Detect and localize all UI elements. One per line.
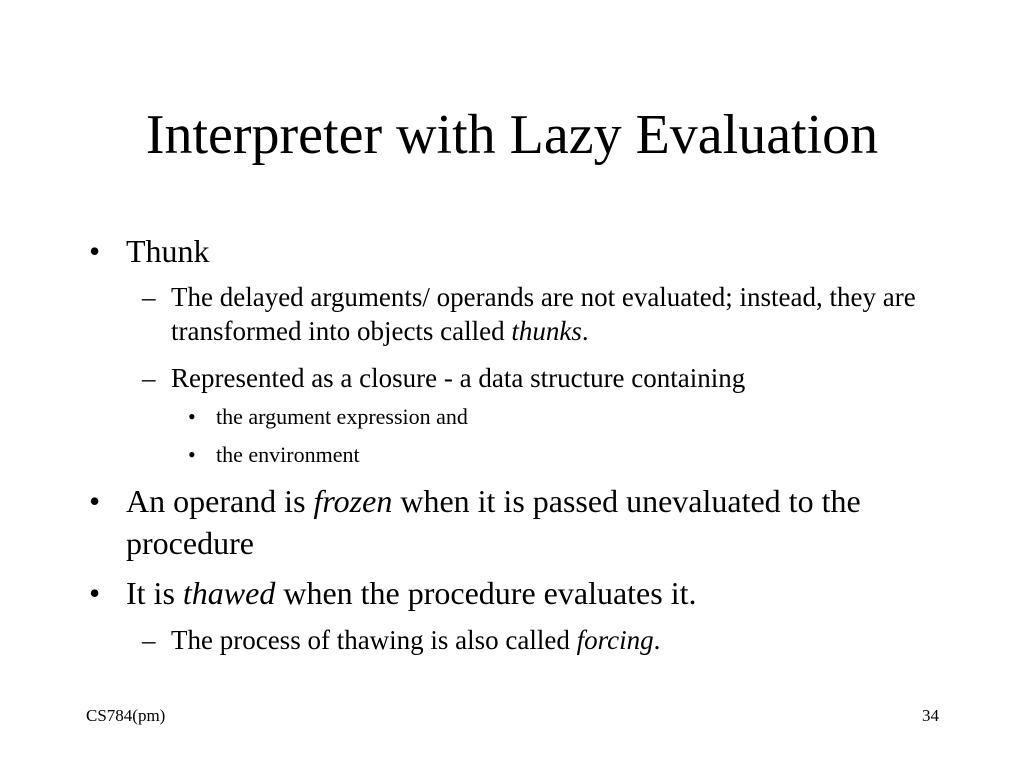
- bullet-text: the argument expression and: [216, 404, 468, 429]
- emphasis-thunks: thunks: [511, 316, 582, 346]
- text-run: when it is passed unevaluated to the procedure: [126, 483, 861, 561]
- bullet-text: [126, 572, 936, 614]
- text-run: when the procedure evaluates it.: [275, 575, 697, 611]
- footer-page-number: 34: [922, 706, 939, 725]
- emphasis-frozen: frozen: [313, 483, 393, 519]
- bullet-text: [126, 480, 936, 564]
- bullet-text: Thunk: [126, 233, 210, 269]
- emphasis-thawed: thawed: [182, 575, 276, 611]
- text-run: It is: [126, 575, 183, 611]
- bullet-marker: •: [89, 483, 101, 519]
- text-run: The delayed arguments/ operands are not evaluated; instead, they are transformed into objects called: [171, 282, 916, 346]
- sub-bullet-delayed-arguments: [142, 280, 931, 348]
- text-run: The process of thawing is also called: [171, 625, 577, 655]
- emphasis-forcing: forcing: [576, 625, 654, 655]
- bullet-thawed: [89, 572, 936, 614]
- bullet-text: [171, 623, 931, 657]
- bullet-marker: •: [89, 233, 101, 269]
- bullet-text: Represented as a closure - a data structure containing: [171, 363, 746, 393]
- sub-bullet-closure: [142, 361, 931, 395]
- text-run: .: [653, 625, 661, 655]
- text-run: .: [581, 316, 589, 346]
- text-run: An operand is: [126, 483, 314, 519]
- bullet-thunk: [89, 230, 946, 272]
- bullet-marker: •: [188, 442, 196, 467]
- sub-bullet-forcing: [142, 623, 931, 657]
- dash-marker: –: [142, 282, 156, 312]
- bullet-text: the environment: [216, 442, 360, 467]
- sub-sub-bullet-environment: [188, 441, 916, 469]
- sub-sub-bullet-argument-expression: [188, 403, 916, 431]
- slide-title: Interpreter with Lazy Evaluation: [145, 104, 879, 166]
- bullet-marker: •: [188, 404, 196, 429]
- bullet-text: [171, 280, 931, 348]
- footer-course-label: CS784(pm): [86, 706, 166, 725]
- bullet-marker: •: [89, 575, 101, 611]
- bullet-frozen: [89, 480, 936, 564]
- dash-marker: –: [142, 363, 156, 393]
- dash-marker: –: [142, 625, 156, 655]
